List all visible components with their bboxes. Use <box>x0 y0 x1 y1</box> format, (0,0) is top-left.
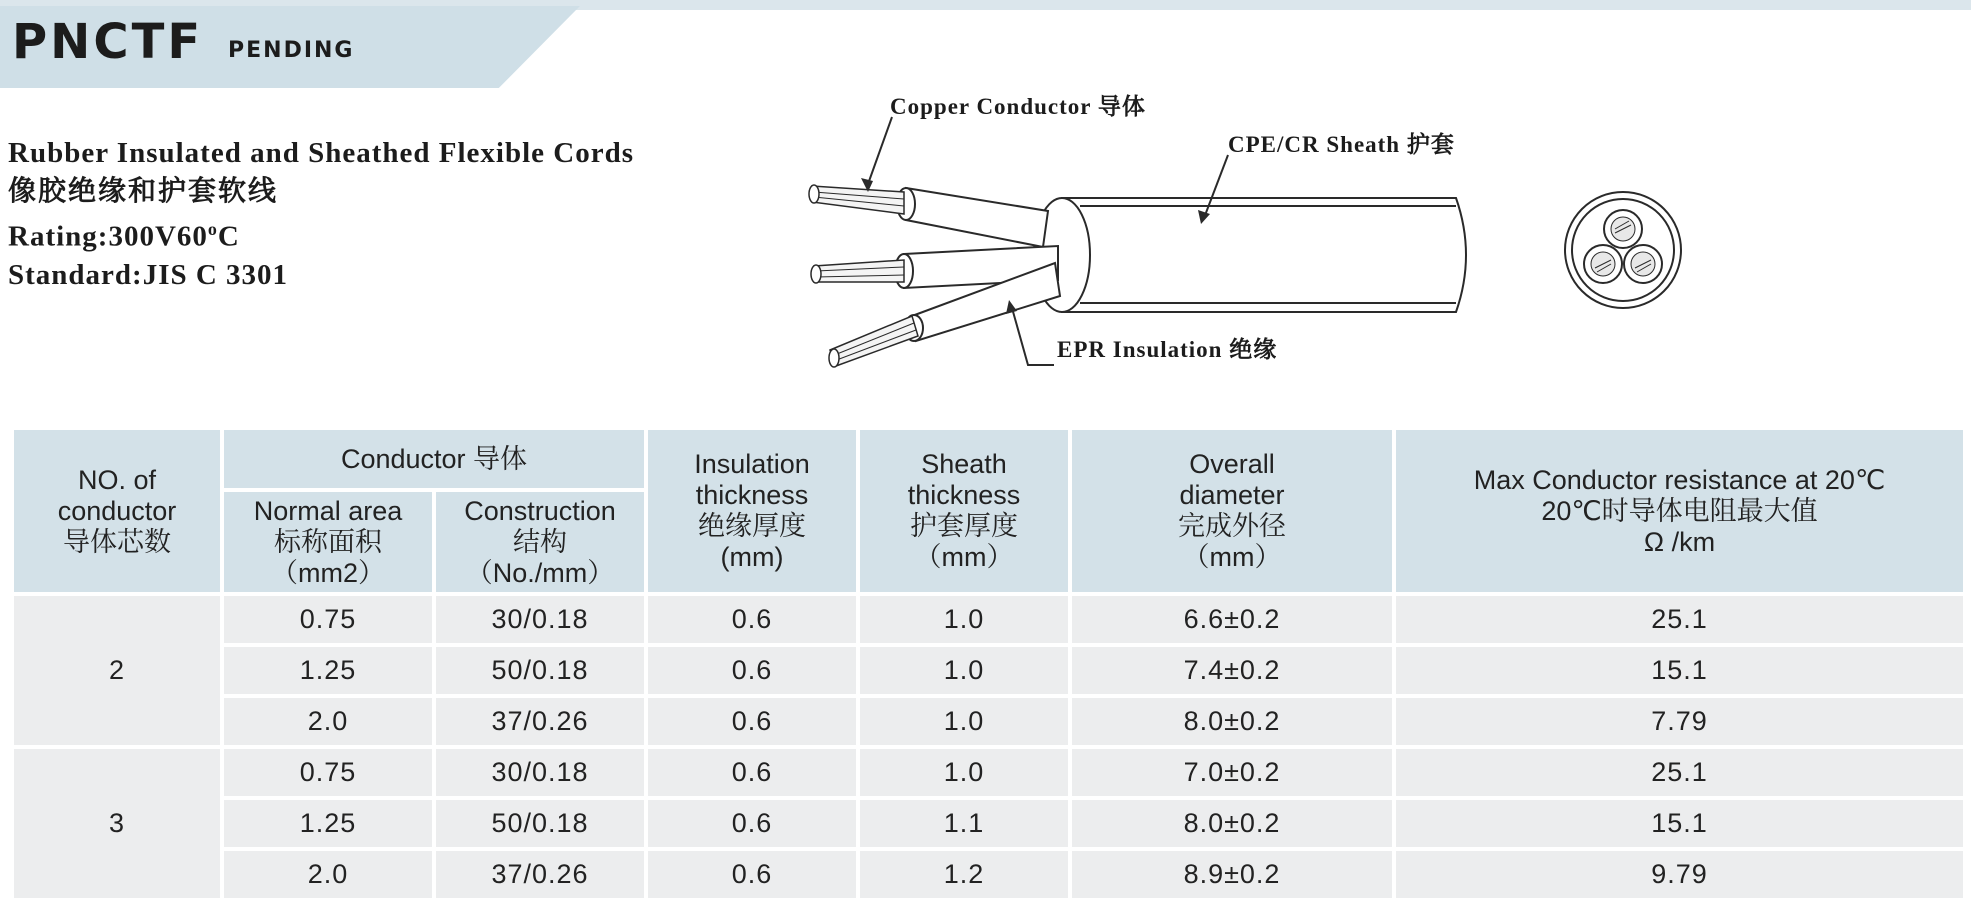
strand-top <box>812 186 904 214</box>
cores-cell: 3 <box>14 749 220 898</box>
sheath-body <box>1062 198 1466 312</box>
resistance-cell: 25.1 <box>1396 749 1963 796</box>
insulation-cell: 0.6 <box>648 851 856 898</box>
table-row <box>14 851 1963 898</box>
area-cell: 1.25 <box>224 647 432 694</box>
table-row <box>14 749 1963 796</box>
pending-status-label: PENDING <box>228 38 355 63</box>
sheath-cell: 1.0 <box>860 698 1068 745</box>
header-overall-diameter: Overall diameter 完成外径 （mm） <box>1072 430 1392 592</box>
sheath-cell: 1.0 <box>860 749 1068 796</box>
cable-diagram <box>0 0 1971 420</box>
diameter-cell: 6.6±0.2 <box>1072 596 1392 643</box>
construction-cell: 30/0.18 <box>436 749 644 796</box>
conductor-label: Copper Conductor 导体 <box>890 94 1146 119</box>
sheath-cell: 1.2 <box>860 851 1068 898</box>
insulation-cell: 0.6 <box>648 698 856 745</box>
construction-cell: 37/0.26 <box>436 851 644 898</box>
diameter-cell: 8.0±0.2 <box>1072 698 1392 745</box>
construction-cell: 37/0.26 <box>436 698 644 745</box>
construction-cell: 30/0.18 <box>436 596 644 643</box>
table-row <box>14 596 1963 643</box>
table-row <box>14 800 1963 847</box>
resistance-cell: 25.1 <box>1396 596 1963 643</box>
resistance-cell: 7.79 <box>1396 698 1963 745</box>
header-insulation-thickness: Insulation thickness 绝缘厚度 (mm) <box>648 430 856 592</box>
strand-middle <box>814 260 904 282</box>
table-row <box>14 698 1963 745</box>
sheath-label: CPE/CR Sheath 护套 <box>1228 132 1455 157</box>
construction-cell: 50/0.18 <box>436 647 644 694</box>
sheath-cell: 1.0 <box>860 596 1068 643</box>
insulation-cell: 0.6 <box>648 647 856 694</box>
core-insulation-top <box>906 188 1048 247</box>
header-normal-area: Normal area 标称面积 （mm2） <box>224 492 432 592</box>
insulation-cell: 0.6 <box>648 596 856 643</box>
insulation-label: EPR Insulation 绝缘 <box>1057 337 1278 362</box>
resistance-cell: 9.79 <box>1396 851 1963 898</box>
sheath-cell: 1.0 <box>860 647 1068 694</box>
header-max-resistance: Max Conductor resistance at 20℃ 20℃时导体电阻最大值 Ω /km <box>1396 430 1963 592</box>
resistance-cell: 15.1 <box>1396 800 1963 847</box>
product-title-cn: 像胶绝缘和护套软线 <box>8 174 279 207</box>
standard-line: Standard:JIS C 3301 <box>8 258 289 291</box>
strand-tip-bottom <box>829 349 839 367</box>
rating-unit: C <box>217 220 240 253</box>
cores-cell: 2 <box>14 596 220 745</box>
construction-cell: 50/0.18 <box>436 800 644 847</box>
rating-degree: o <box>207 219 218 239</box>
diameter-cell: 7.4±0.2 <box>1072 647 1392 694</box>
area-cell: 2.0 <box>224 851 432 898</box>
strand-bottom <box>830 316 918 366</box>
conductor-callout-line <box>868 117 892 184</box>
header-construction: Construction 结构 （No./mm） <box>436 492 644 592</box>
product-title-en: Rubber Insulated and Sheathed Flexible Cords <box>8 137 634 169</box>
area-cell: 0.75 <box>224 749 432 796</box>
insulation-cell: 0.6 <box>648 749 856 796</box>
insulation-callout-line <box>1012 308 1054 365</box>
table-row <box>14 647 1963 694</box>
insulation-cell: 0.6 <box>648 800 856 847</box>
area-cell: 2.0 <box>224 698 432 745</box>
strand-tip-top <box>809 185 819 203</box>
area-cell: 1.25 <box>224 800 432 847</box>
spec-table <box>10 426 1967 902</box>
sheath-cell: 1.1 <box>860 800 1068 847</box>
strand-tip-middle <box>811 265 821 283</box>
diameter-cell: 8.9±0.2 <box>1072 851 1392 898</box>
header-sheath-thickness: Sheath thickness 护套厚度 （mm） <box>860 430 1068 592</box>
resistance-cell: 15.1 <box>1396 647 1963 694</box>
header-conductor-group: Conductor 导体 <box>224 430 644 488</box>
product-model-title: PNCTF <box>12 14 204 70</box>
rating-value: Rating:300V60 <box>8 220 208 253</box>
diameter-cell: 7.0±0.2 <box>1072 749 1392 796</box>
diameter-cell: 8.0±0.2 <box>1072 800 1392 847</box>
area-cell: 0.75 <box>224 596 432 643</box>
header-num-conductor: NO. of conductor 导体芯数 <box>14 430 220 592</box>
